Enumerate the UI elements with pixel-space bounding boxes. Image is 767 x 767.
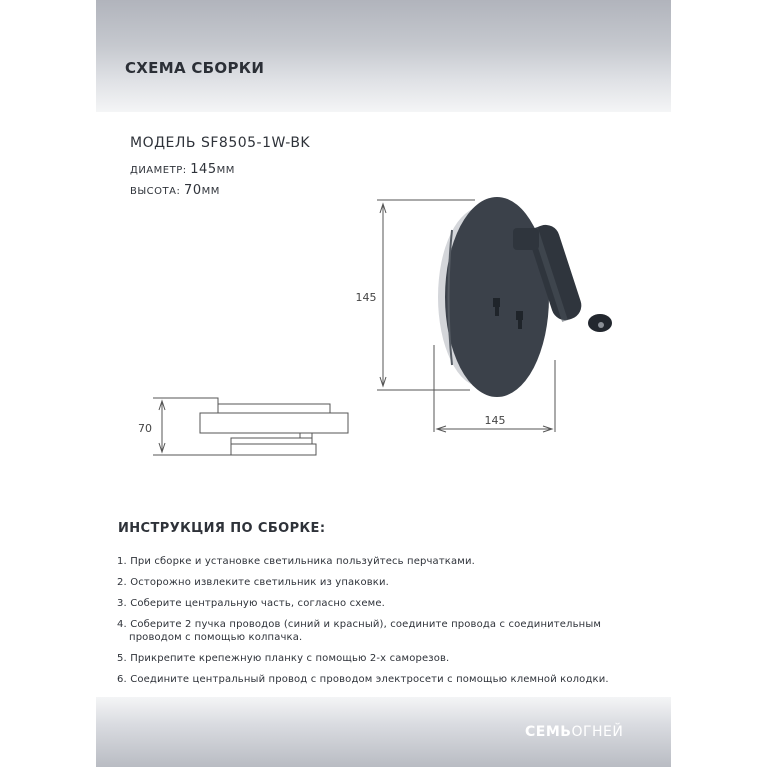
lamp-side-view — [153, 398, 348, 455]
page-title: СХЕМА СБОРКИ — [125, 59, 265, 77]
list-item: 4. Соберите 2 пучка проводов (синий и красный), соедините провода с соединительным проводом с помощью колпачка. — [117, 619, 602, 643]
list-item: 3. Соберите центральную часть, согласно схеме. — [117, 598, 385, 609]
brand-part1: СЕМЬ — [525, 724, 572, 740]
lamp-front-view — [438, 197, 612, 397]
width-dim-label: 145 — [484, 414, 506, 427]
diameter-unit: ММ — [216, 165, 235, 176]
list-item: 5. Прикрепите крепежную планку с помощью 2-х саморезов. — [117, 653, 450, 664]
list-item: 1. При сборке и установке светильника пользуйтесь перчатками. — [117, 556, 475, 567]
height-unit: ММ — [201, 186, 220, 197]
diameter-value: 145 — [190, 162, 217, 177]
depth-dim-label: 70 — [138, 422, 152, 435]
height-dim-label: 145 — [355, 291, 377, 304]
depth-dimension — [159, 401, 165, 452]
list-item: 6. Соедините центральный провод с проводом электросети с помощью клемной колодки. — [117, 674, 609, 685]
brand-part2: ОГНЕЙ — [571, 724, 624, 740]
model-code: SF8505-1W-BK — [200, 135, 311, 151]
model-label: МОДЕЛЬ — [130, 135, 197, 151]
instructions-list — [117, 555, 677, 694]
height-label: ВЫСОТА: — [130, 186, 181, 197]
height-value: 70 — [184, 183, 202, 198]
diameter-label: ДИАМЕТР: — [130, 165, 187, 176]
instructions-title: ИНСТРУКЦИЯ ПО СБОРКЕ: — [118, 521, 326, 536]
brand-logo — [525, 724, 623, 740]
list-item: 2. Осторожно извлеките светильник из упаковки. — [117, 577, 389, 588]
